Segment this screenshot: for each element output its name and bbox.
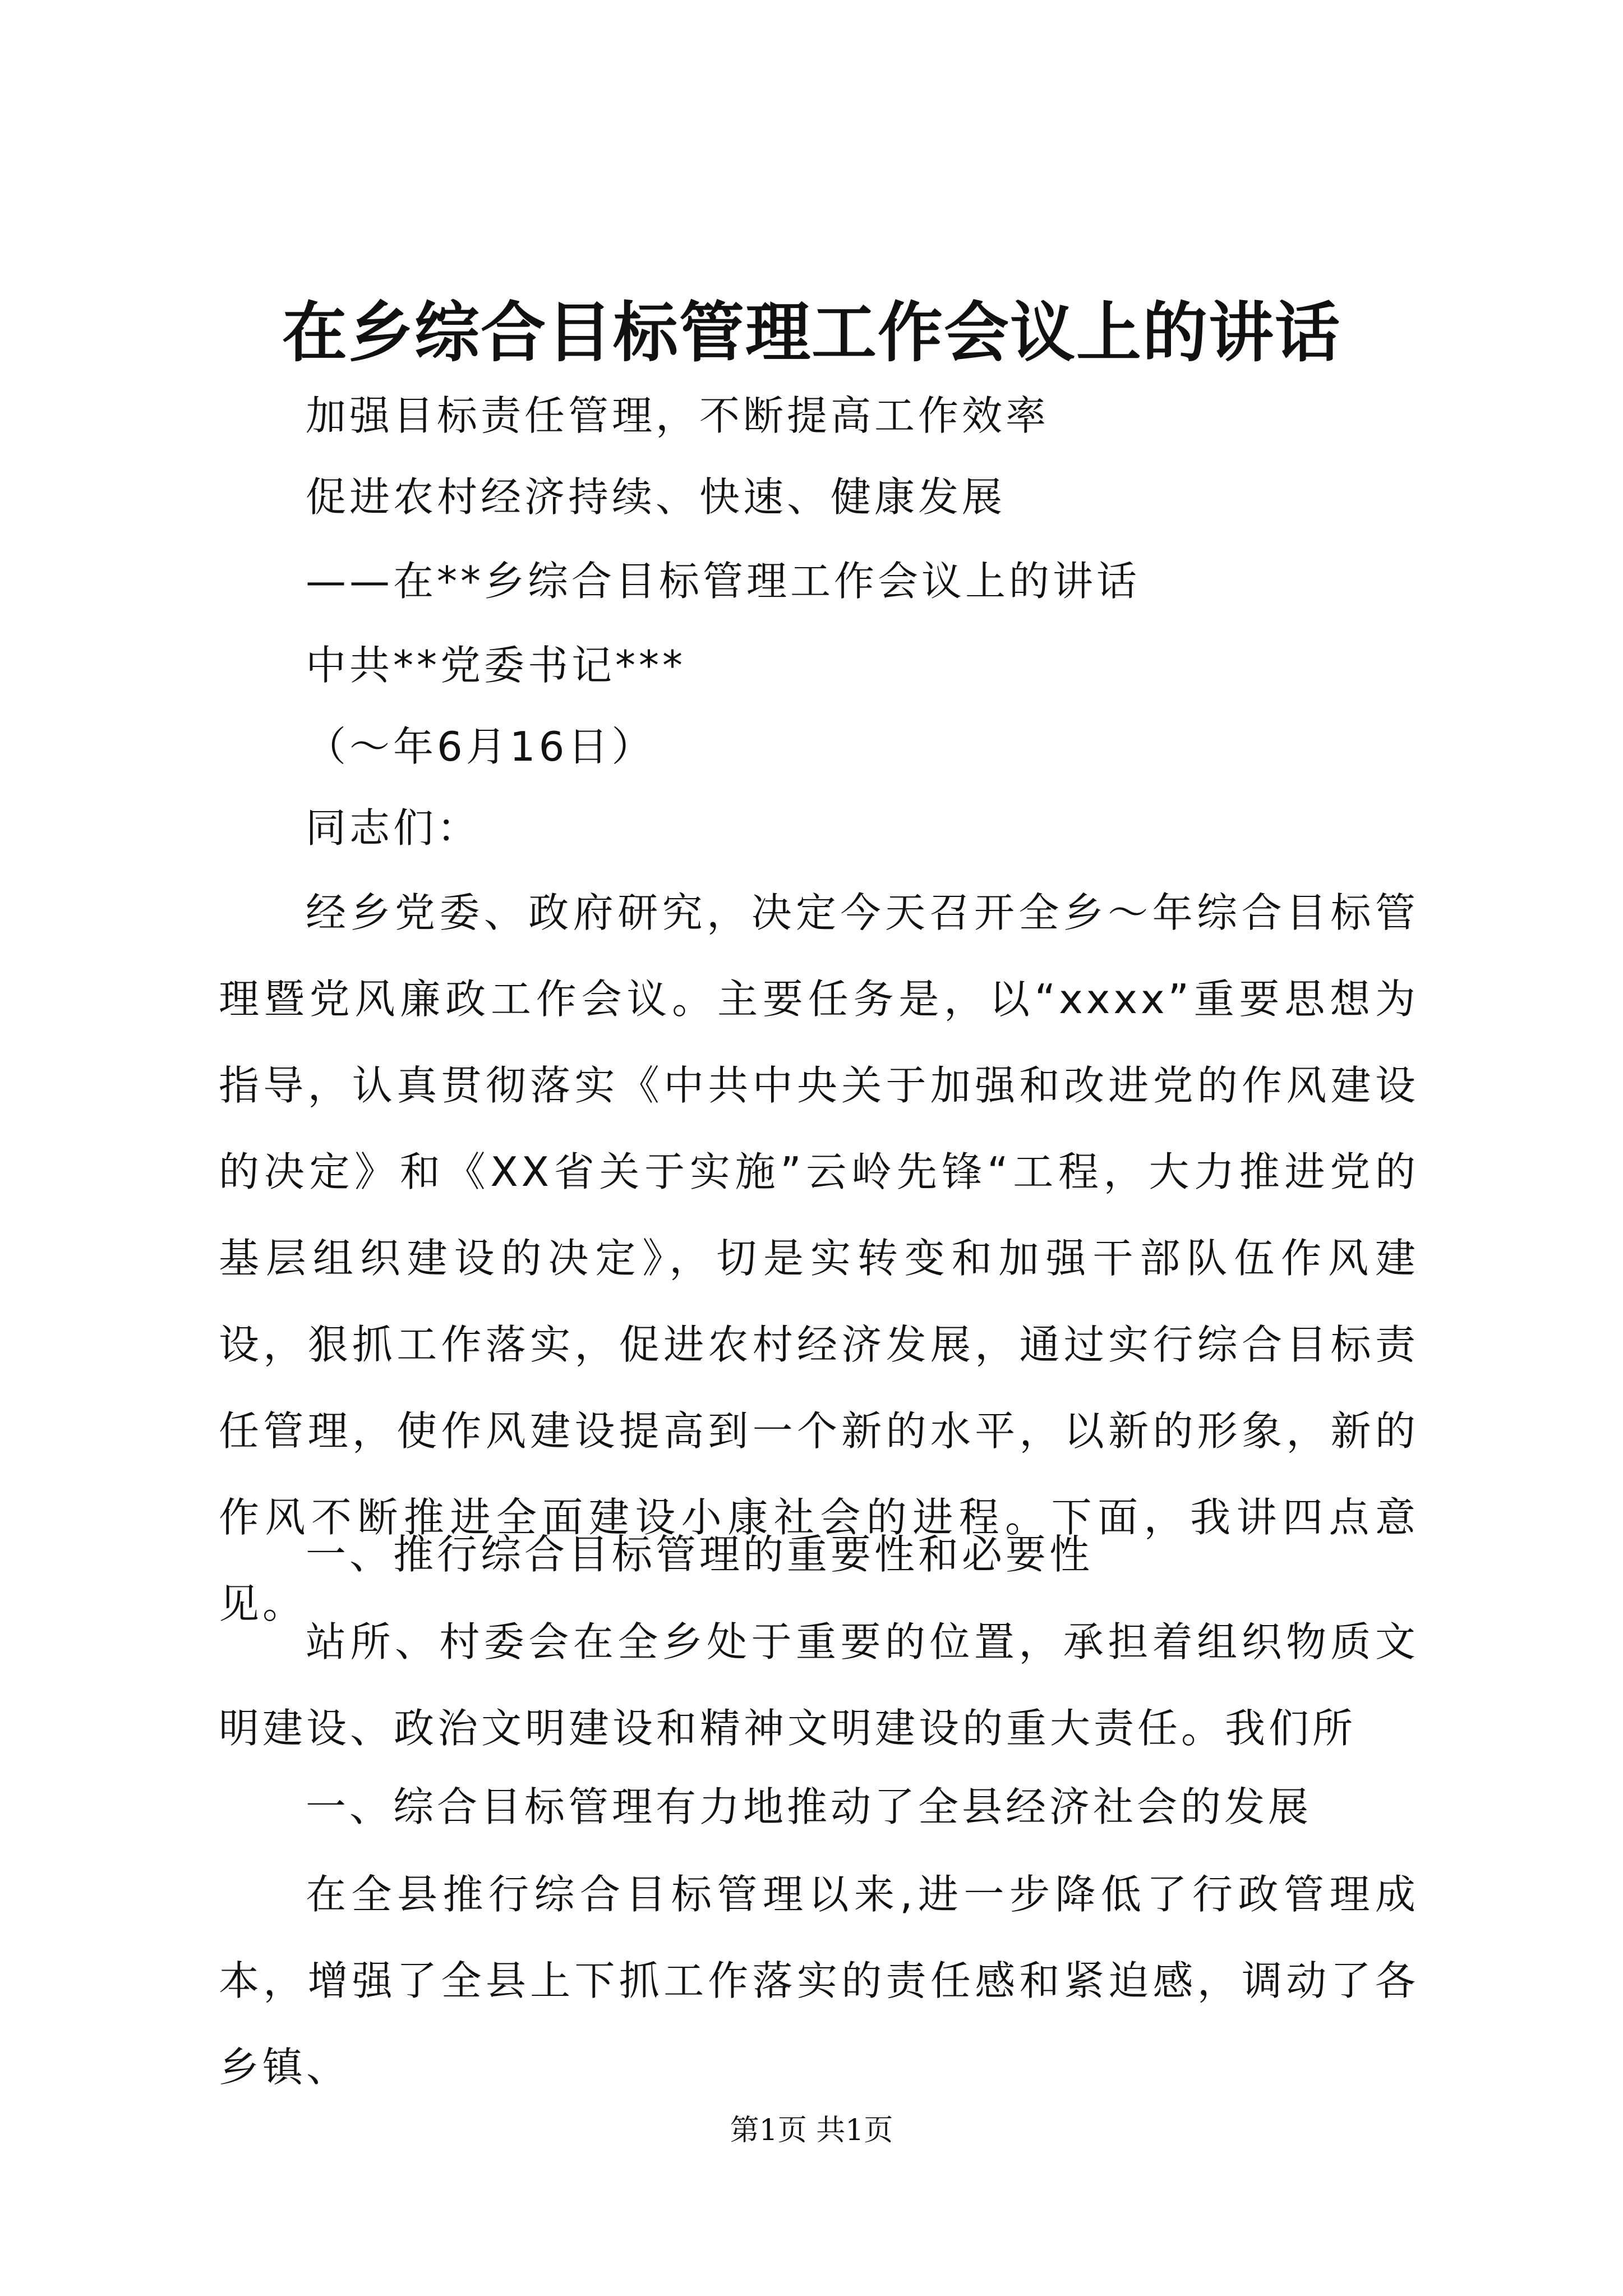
section-heading-1: 一、推行综合目标管理的重要性和必要性 bbox=[306, 1531, 1094, 1578]
subtitle-line-3: ——在**乡综合目标管理工作会议上的讲话 bbox=[306, 558, 1141, 605]
salutation: 同志们： bbox=[306, 804, 481, 852]
page-footer: 第1页 共1页 bbox=[730, 2114, 893, 2147]
subtitle-line-2: 促进农村经济持续、快速、健康发展 bbox=[306, 473, 1006, 521]
section-heading-2: 一、综合目标管理有力地推动了全县经济社会的发展 bbox=[306, 1783, 1312, 1830]
body-paragraph-1: 经乡党委、政府研究，决定今天召开全乡～年综合目标管理暨党风廉政工作会议。主要任务是，以“xxxx”重要思想为指导，认真贯彻落实《中共中央关于加强和改进党的作风建设的决定》和《XX省关于实施”云岭先锋“工程，大力推进党的基层组织建设的决定》，切是实转变和加强干部队伍作风建设，狠抓工作落实，促进农村经济发展，通过实行综合目标责任管理，使作风建设提高到一个新的水平，以新的形象，新的作风不断推进全面建设小康社会的进程。下面，我讲四点意见。 bbox=[219, 889, 1419, 1627]
body-paragraph-2: 站所、村委会在全乡处于重要的位置，承担着组织物质文明建设、政治文明建设和精神文明建设的重大责任。我们所 bbox=[219, 1618, 1419, 1752]
subtitle-line-1: 加强目标责任管理，不断提高工作效率 bbox=[306, 392, 1050, 439]
author-line: 中共**党委书记*** bbox=[306, 642, 686, 689]
date-line: （～年6月16日） bbox=[306, 723, 656, 770]
body-paragraph-3: 在全县推行综合目标管理以来,进一步降低了行政管理成本，增强了全县上下抓工作落实的责任感和紧迫感，调动了各乡镇、 bbox=[219, 1871, 1419, 2091]
document-title: 在乡综合目标管理工作会议上的讲话 bbox=[282, 295, 1341, 371]
